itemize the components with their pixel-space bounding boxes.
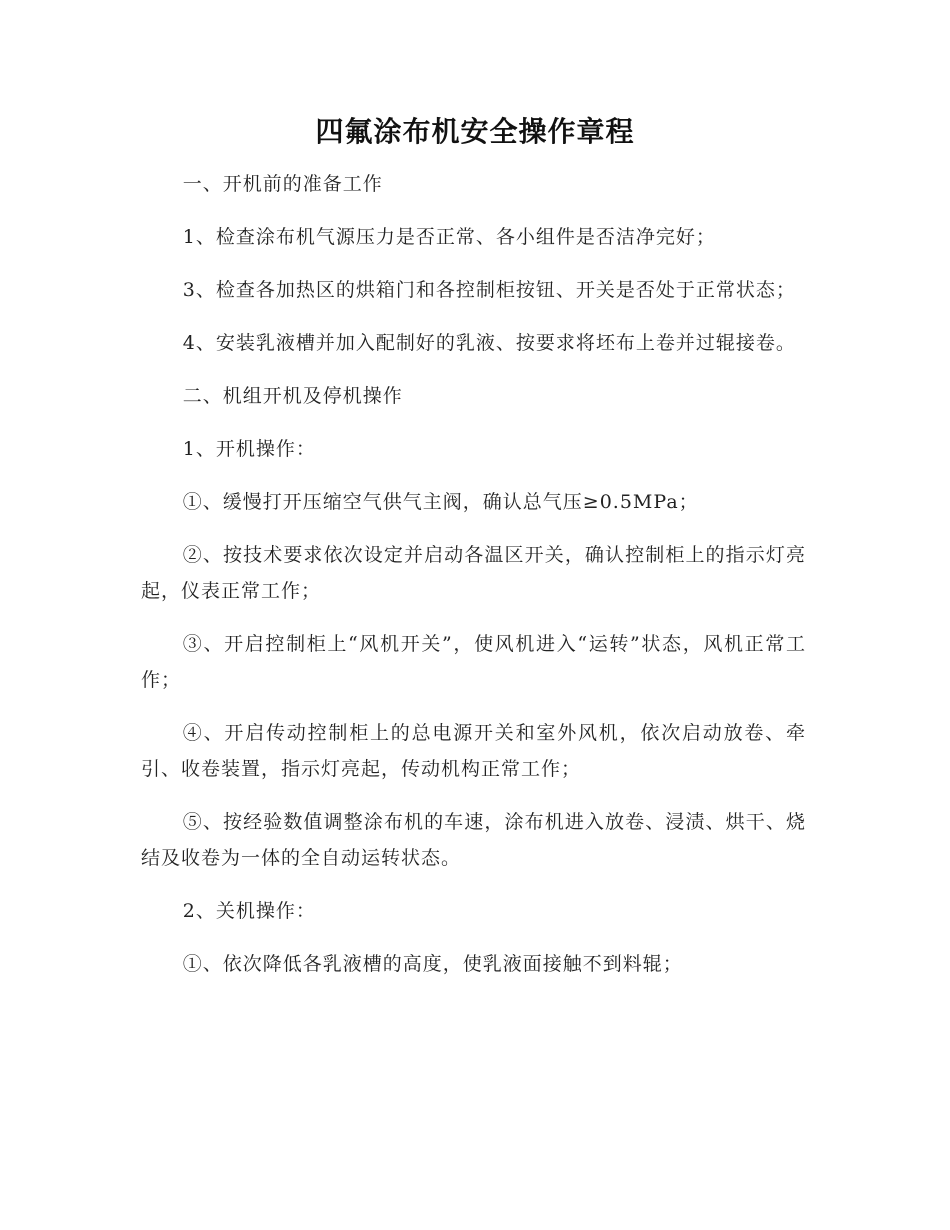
document-title: 四氟涂布机安全操作章程 <box>315 115 635 148</box>
paragraph-check-oven-doors: 3、检查各加热区的烘箱门和各控制柜按钮、开关是否处于正常状态； <box>182 279 796 301</box>
paragraph-install-emulsion-tank: 4、安装乳液槽并加入配制好的乳液、按要求将坯布上卷并过辊接卷。 <box>182 332 796 354</box>
paragraph-drive-power: ④、开启传动控制柜上的总电源开关和室外风机，依次启动放卷、牵引、收卷装置，指示灯亮起，传动机构正常工作； <box>141 722 806 780</box>
paragraph-adjust-speed: ⑤、按经验数值调整涂布机的车速，涂布机进入放卷、浸渍、烘干、烧结及收卷为一体的全自动运转状态。 <box>141 811 806 869</box>
paragraph-fan-switch: ③、开启控制柜上“风机开关”，使风机进入“运转”状态，风机正常工作； <box>141 633 806 691</box>
paragraph-lower-emulsion-tanks: ①、依次降低各乳液槽的高度，使乳液面接触不到料辊； <box>182 953 683 975</box>
document-body <box>141 166 806 999</box>
section-heading-start-stop: 二、机组开机及停机操作 <box>182 385 403 407</box>
section-heading-preparation: 一、开机前的准备工作 <box>182 173 383 195</box>
subheading-shutdown: 2、关机操作： <box>182 900 316 922</box>
paragraph-set-temperature-zones: ②、按技术要求依次设定并启动各温区开关，确认控制柜上的指示灯亮起，仪表正常工作； <box>141 544 806 602</box>
paragraph-check-air-pressure: 1、检查涂布机气源压力是否正常、各小组件是否洁净完好； <box>182 226 716 248</box>
subheading-startup: 1、开机操作： <box>182 438 316 460</box>
paragraph-open-air-valve: ①、缓慢打开压缩空气供气主阀，确认总气压≥0.5MPa； <box>182 491 699 513</box>
